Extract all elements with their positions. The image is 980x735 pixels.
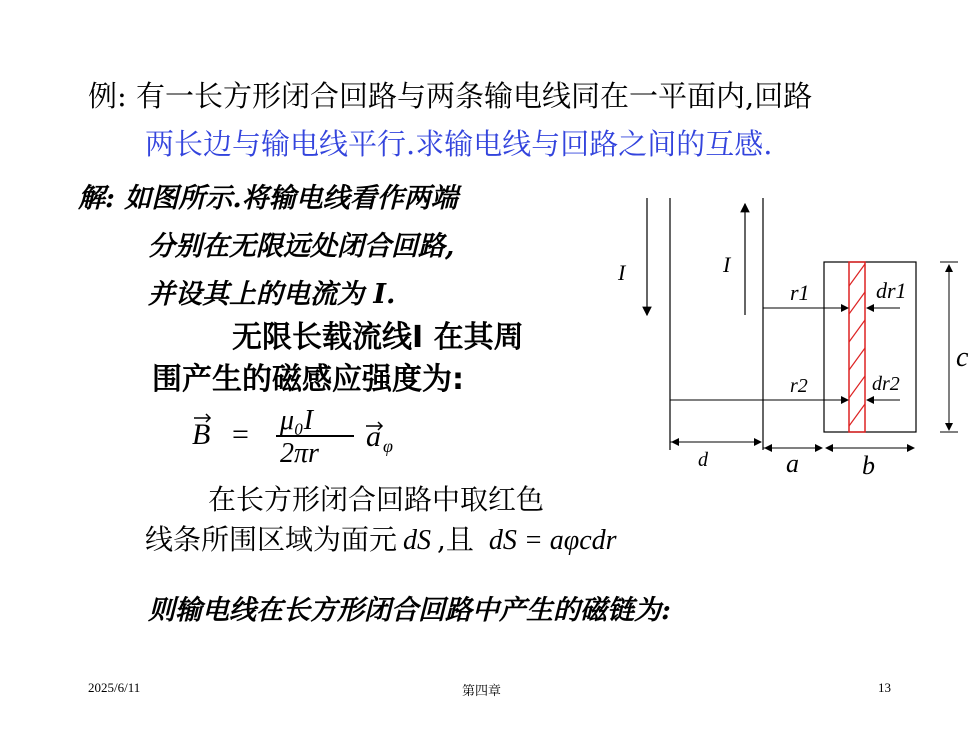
current-label-right: I xyxy=(723,252,731,277)
label-dr2: dr2 xyxy=(872,373,900,395)
paragraph-line-2 xyxy=(145,518,623,558)
strip-hatching xyxy=(849,264,865,426)
current-label-left: I xyxy=(618,260,626,285)
formula-equals: = xyxy=(232,418,249,451)
footer-chapter: 第四章 xyxy=(462,683,502,698)
problem-line-1: 例: 有一长方形闭合回路与两条输电线同在一平面内,回路 xyxy=(88,79,813,113)
formula-vector-sub: φ xyxy=(383,436,393,456)
solution-line-2: 分别在无限远处闭合回路, xyxy=(148,231,455,262)
ds-symbol: dS xyxy=(403,525,432,556)
bold-line-1: 无限长载流线I 在其周 xyxy=(232,320,524,355)
label-r1: r1 xyxy=(790,280,810,305)
bold-line-2: 围产生的磁感应强度为: xyxy=(152,362,464,397)
magnetic-field-formula xyxy=(188,402,438,466)
solution-line-1: 解: 如图所示.将输电线看作两端 xyxy=(78,183,458,214)
paragraph-line-2a: 线条所围区域为面元 xyxy=(145,523,398,556)
footer-page-number: 13 xyxy=(878,680,891,695)
formula-vector: a xyxy=(366,420,381,453)
paragraph-line-1: 在长方形闭合回路中取红色 xyxy=(208,483,545,516)
flux-statement: 则输电线在长方形闭合回路中产生的磁链为: xyxy=(148,595,671,626)
problem-line-2: 两长边与输电线平行.求输电线与回路之间的互感. xyxy=(145,127,773,161)
label-a: a xyxy=(786,449,799,478)
paragraph-line-2b: ,且 xyxy=(437,523,474,556)
label-c: c xyxy=(956,342,969,373)
label-r2: r2 xyxy=(790,375,808,397)
formula-numerator: μ₀I xyxy=(280,405,314,436)
formula-denominator: 2πr xyxy=(280,438,319,466)
label-b: b xyxy=(862,451,875,480)
circuit-diagram xyxy=(600,190,970,490)
solution-line-3: 并设其上的电流为 I. xyxy=(148,279,396,310)
ds-equation: dS = aφcdr xyxy=(488,525,617,556)
formula-lhs: B xyxy=(192,418,211,451)
label-d: d xyxy=(698,449,708,471)
label-dr1: dr1 xyxy=(876,278,907,303)
footer-date: 2025/6/11 xyxy=(88,680,141,695)
